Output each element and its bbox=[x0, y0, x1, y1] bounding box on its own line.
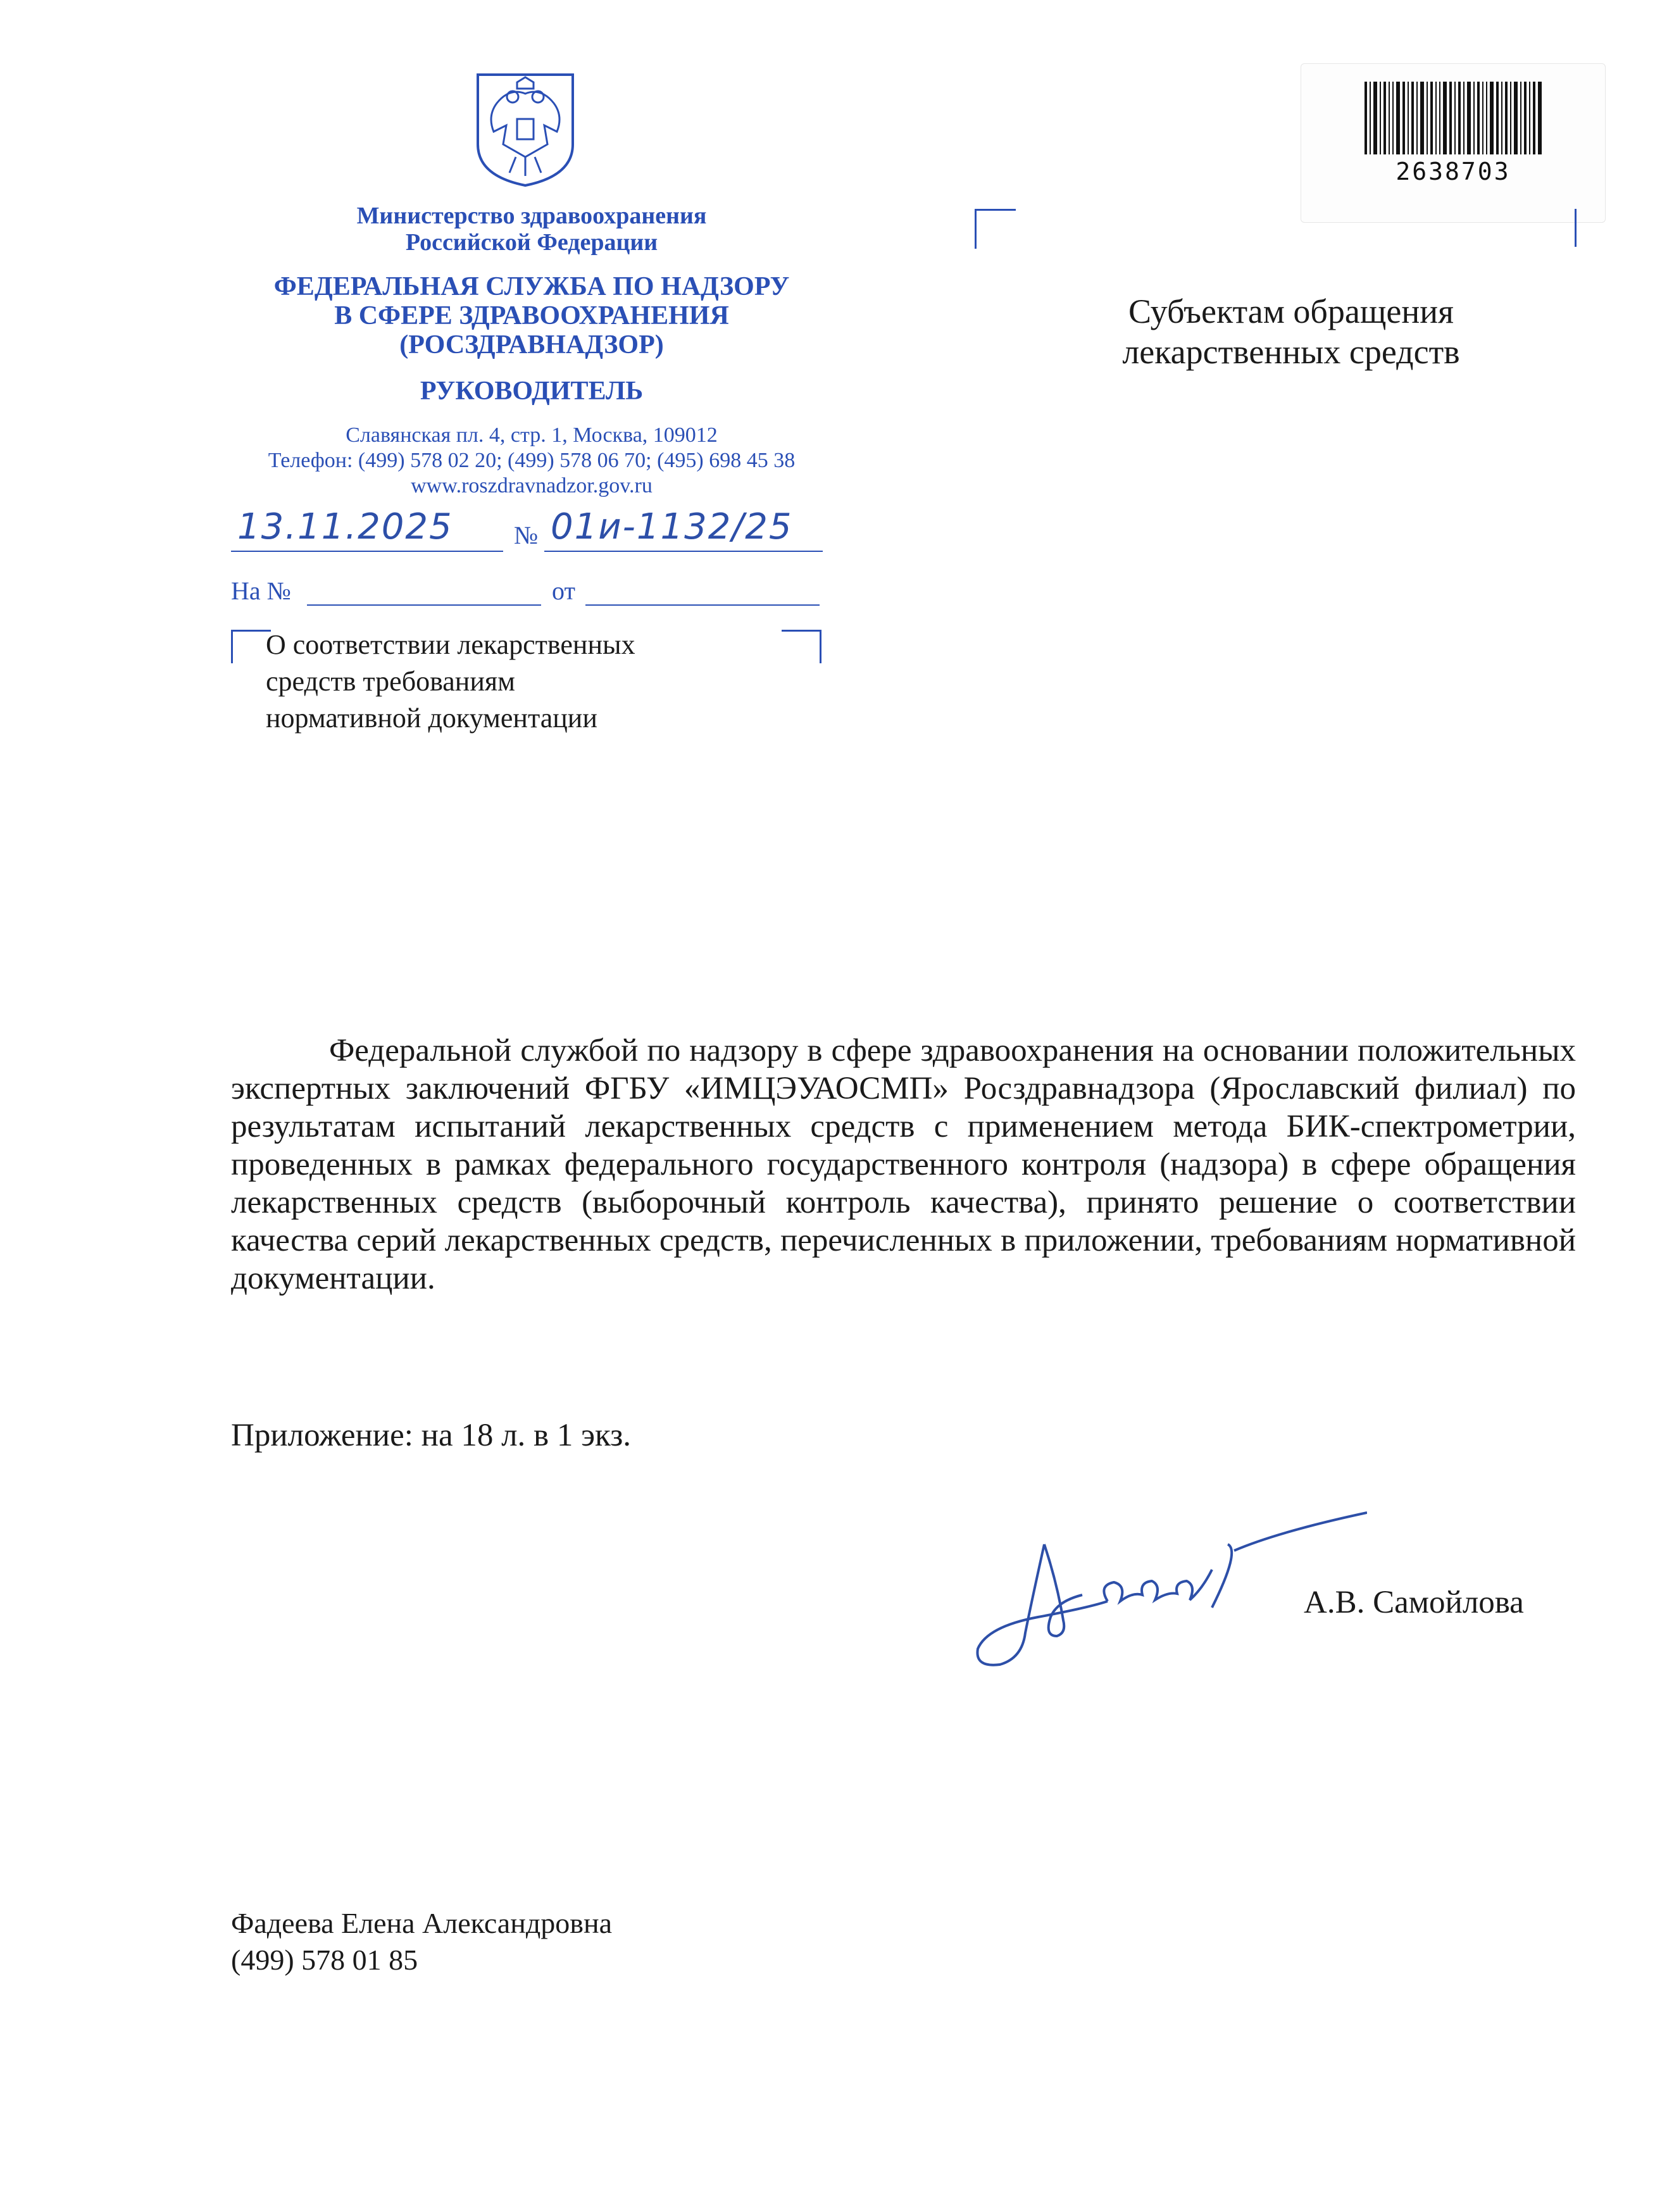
executor-block bbox=[231, 1905, 612, 1978]
recipient-corner-right bbox=[1575, 209, 1577, 247]
phones: Телефон: (499) 578 02 20; (499) 578 06 70; (495) 698 45 38 bbox=[268, 449, 796, 472]
number-sign: № bbox=[514, 521, 539, 549]
ministry-name-line2: Российской Федерации bbox=[405, 229, 658, 256]
subject-line3: нормативной документации bbox=[266, 703, 597, 734]
letter-body bbox=[231, 1032, 1576, 1297]
subject-line1: О соответствии лекарственных bbox=[266, 629, 635, 660]
reply-number-line bbox=[307, 604, 541, 606]
recipient-line1: Субъектам обращения bbox=[1128, 292, 1454, 330]
subject-block bbox=[266, 627, 835, 737]
barcode-number: 2638703 bbox=[1396, 158, 1511, 185]
appendix-note: Приложение: на 18 л. в 1 экз. bbox=[231, 1418, 631, 1453]
subject-line2: средств требованиям bbox=[266, 666, 515, 697]
service-name-line2: В СФЕРЕ ЗДРАВООХРАНЕНИЯ bbox=[334, 301, 729, 330]
reply-date-line bbox=[585, 604, 820, 606]
body-paragraph: Федеральной службой по надзору в сфере здравоохранения на основании положительных экспертных заключений ФГБУ «ИМЦЭУАОСМП» Росздравнадзора (Ярославский филиал) по результатам испытаний лекарственных средств с применением метода БИК-спектрометрии, проведенных в рамках федерального государственного контроля (надзора) в сфере обращения лекарственных средств (выборочный контроль качества), принято решение о соответствии качества серий лекарственных средств, перечисленных в приложении, требованиям нормативной документации. bbox=[231, 1033, 1576, 1296]
date-underline bbox=[231, 551, 503, 552]
recipient-block bbox=[1095, 291, 1487, 372]
address: Славянская пл. 4, стр. 1, Москва, 109012 bbox=[346, 423, 718, 447]
barcode-bars bbox=[1365, 82, 1542, 154]
ministry-name-line1: Министерство здравоохранения bbox=[356, 203, 707, 229]
executor-name: Фадеева Елена Александровна bbox=[231, 1907, 612, 1939]
website: www.roszdravnadzor.gov.ru bbox=[411, 474, 653, 497]
signer-name: А.В. Самойлова bbox=[1304, 1585, 1524, 1620]
registration-number: 01и-1132/25 bbox=[551, 506, 793, 547]
registration-date: 13.11.2025 bbox=[237, 506, 453, 547]
recipient-line2: лекарственных средств bbox=[1122, 333, 1460, 371]
recipient-corner-left bbox=[975, 209, 1016, 249]
barcode-label bbox=[1301, 63, 1606, 223]
head-title: РУКОВОДИТЕЛЬ bbox=[420, 377, 644, 406]
number-underline bbox=[544, 551, 823, 552]
reply-label: На № bbox=[231, 577, 291, 605]
service-name-line3: (РОСЗДРАВНАДЗОР) bbox=[399, 330, 664, 359]
service-name-line1: ФЕДЕРАЛЬНАЯ СЛУЖБА ПО НАДЗОРУ bbox=[273, 272, 790, 301]
executor-phone: (499) 578 01 85 bbox=[231, 1944, 418, 1976]
subject-corner-left bbox=[231, 630, 271, 663]
coat-of-arms-emblem bbox=[472, 68, 579, 189]
reply-from-label: от bbox=[552, 577, 575, 605]
